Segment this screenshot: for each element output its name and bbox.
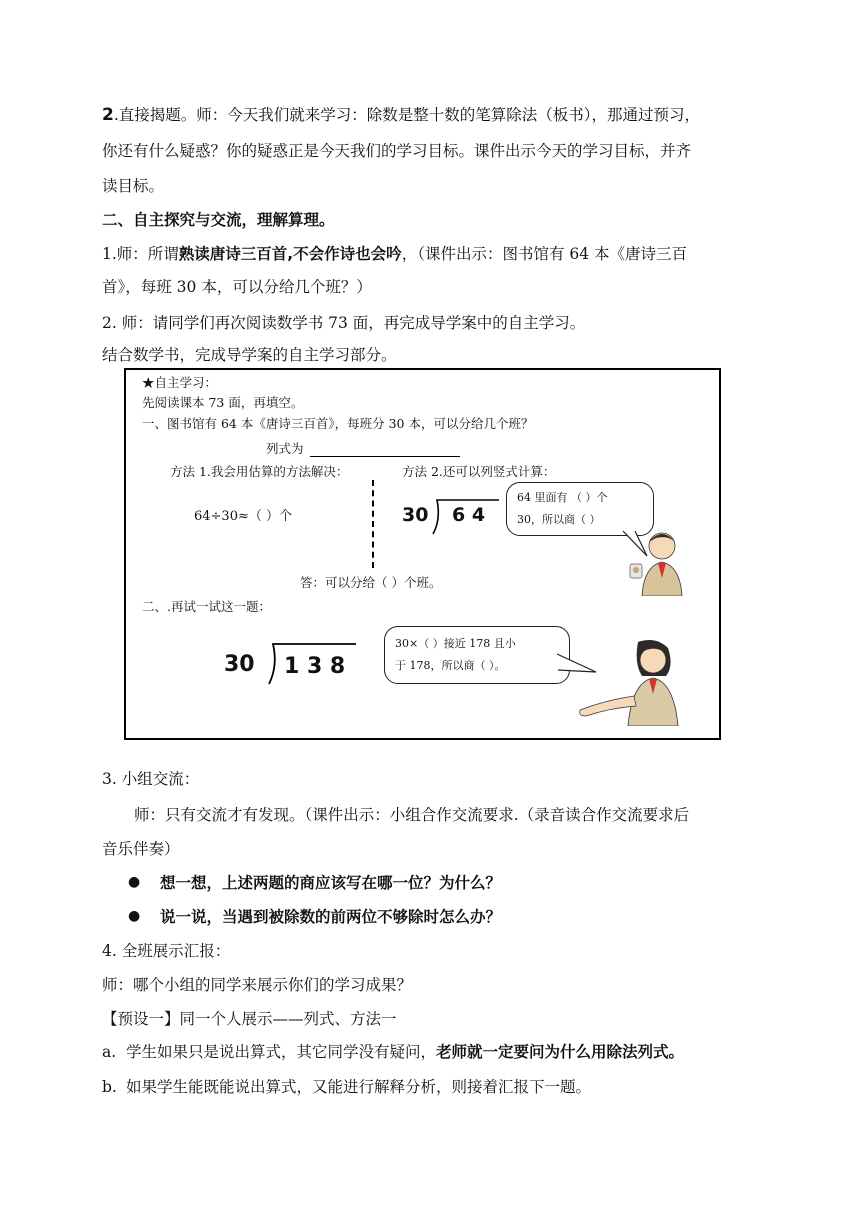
division1-divisor: 30	[402, 504, 429, 526]
formula-blank[interactable]	[310, 456, 460, 457]
bubble1-line2: 30，所以商（ ）	[517, 513, 601, 526]
item1-bold-quote: 熟读唐诗三百首,不会作诗也会吟	[178, 245, 402, 263]
bullet-dot-1: ●	[128, 874, 141, 890]
boy-illustration	[612, 526, 692, 596]
list-item-a	[102, 1041, 684, 1063]
list-a-text: 学生如果只是说出算式，其它同学没有疑问，	[126, 1043, 437, 1061]
intro-text: .直接揭题。师：今天我们就来学习：除数是整十数的笔算除法（板书），那通过预习，	[113, 106, 701, 124]
speech-bubble-2	[384, 626, 570, 684]
worksheet-question1: 一、图书馆有 64 本《唐诗三百首》，每班分 30 本，可以分给几个班？	[142, 416, 534, 431]
worksheet-question2: 二、.再试一试这一题：	[142, 599, 271, 614]
girl-illustration	[576, 634, 686, 726]
bullet-item-1: 想一想，上述两题的商应该写在哪一位？为什么？	[160, 874, 502, 892]
division1-dividend: 6 4	[452, 504, 486, 526]
item3-text-line1: 师：只有交流才有发现。（课件出示：小组合作交流要求.（录音读合作交流要求后	[134, 806, 690, 824]
list-b-label: b.	[102, 1078, 117, 1096]
item2: 2. 师：请同学们再次阅读数学书 73 面，再完成导学案中的自主学习。	[102, 314, 586, 332]
division2-divisor: 30	[224, 652, 255, 677]
division2-dividend: 1 3 8	[284, 654, 346, 679]
worksheet-title: ★自主学习：	[142, 375, 218, 390]
paragraph-intro-line1	[102, 104, 700, 126]
worksheet-instruction: 先阅读课本 73 面，再填空。	[142, 395, 304, 410]
formula-label: 列式为	[266, 441, 304, 456]
item1-suffix: ，（课件出示：图书馆有 64 本《唐诗三百	[401, 245, 688, 263]
bubble2-line1: 30×（ ）接近 178 且小	[395, 637, 516, 650]
list-item-b	[102, 1076, 591, 1098]
bullet-dot-2: ●	[128, 908, 141, 924]
list-b-text: 如果学生能既能说出算式，又能进行解释分析，则接着汇报下一题。	[126, 1078, 592, 1096]
paragraph-intro-line2: 你还有什么疑惑？你的疑惑正是今天我们的学习目标。课件出示今天的学习目标，并齐	[102, 142, 692, 160]
dashed-divider	[372, 480, 374, 568]
preset1: 【预设一】同一个人展示——列式、方法一	[102, 1010, 397, 1028]
worksheet-box	[124, 368, 721, 740]
bullet-item-2: 说一说，当遇到被除数的前两位不够除时怎么办？	[160, 908, 502, 926]
item1-line1	[102, 243, 687, 265]
item4-text: 师：哪个小组的同学来展示你们的学习成果？	[102, 976, 413, 994]
list-a-label: a.	[102, 1043, 117, 1061]
step-number: 2	[102, 105, 114, 125]
bubble2-line2: 于 178，所以商（ ）。	[395, 659, 506, 672]
estimate-expression: 64÷30≈（ ）个	[194, 509, 293, 524]
item1-prefix: 1.师：所谓	[102, 245, 179, 263]
section-heading: 二、自主探究与交流，理解算理。	[102, 211, 335, 229]
method2-label: 方法 2.还可以列竖式计算：	[402, 464, 556, 479]
item1-line2: 首》，每班 30 本，可以分给几个班？）	[102, 278, 372, 296]
item3-text-line2: 音乐伴奏）	[102, 840, 180, 858]
method1-label: 方法 1.我会用估算的方法解决：	[170, 464, 349, 479]
item4: 4. 全班展示汇报：	[102, 942, 231, 960]
combine-line: 结合数学书，完成导学案的自主学习部分。	[102, 346, 397, 364]
item3: 3. 小组交流：	[102, 770, 200, 788]
paragraph-intro-line3: 读目标。	[102, 177, 165, 195]
list-a-bold: 老师就一定要问为什么用除法列式。	[436, 1043, 685, 1061]
bubble1-line1: 64 里面有 （ ）个	[517, 491, 608, 504]
answer-line: 答：可以分给（ ）个班。	[300, 575, 442, 590]
